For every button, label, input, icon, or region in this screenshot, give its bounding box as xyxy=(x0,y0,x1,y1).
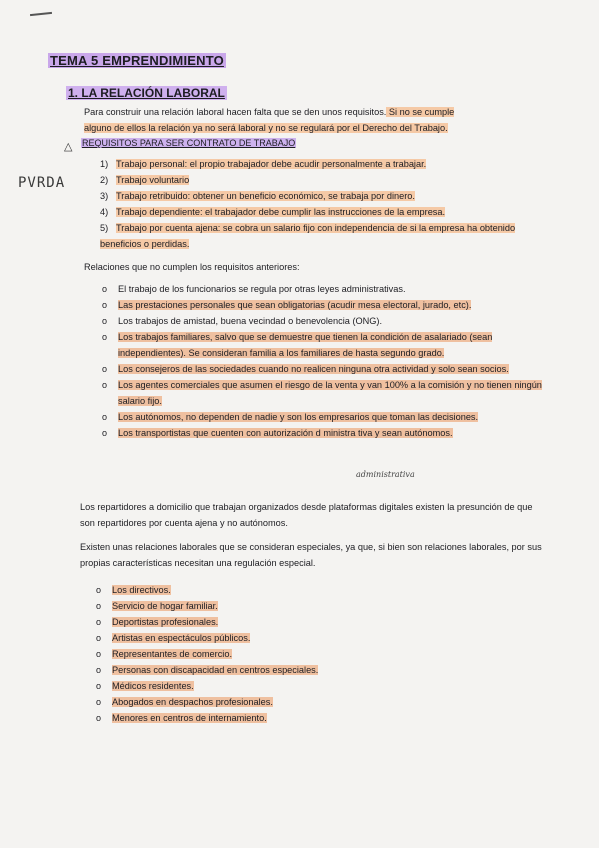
list-item: 2) Trabajo voluntario xyxy=(100,175,190,185)
handwritten-correction: administrativa xyxy=(356,470,415,479)
intro-line-1b: Si no se cumple xyxy=(386,107,455,117)
intro-paragraph xyxy=(84,104,554,136)
list-item: o Abogados en despachos profesionales. xyxy=(96,694,516,710)
pen-scratch xyxy=(30,12,52,16)
list-item: o Los agentes comerciales que asumen el riesgo de la venta y van 100% a la comisión y no tienen ningún salario fijo. xyxy=(102,377,542,409)
intro-line-2: alguno de ellos la relación ya no será laboral y no se regulará por el Derecho del Trabajo. xyxy=(84,123,448,133)
non-compliant-list xyxy=(102,281,542,441)
section-title: 1. LA RELACIÓN LABORAL xyxy=(68,86,225,100)
list-item: 4) Trabajo dependiente: el trabajador debe cumplir las instrucciones de la empresa. xyxy=(100,207,446,217)
list-item: o Representantes de comercio. xyxy=(96,646,516,662)
list-item: o Los trabajos familiares, salvo que se demuestre que tienen la condición de asalariado (sean independientes). Se consideran familia a los familiares de hasta segundo grado. xyxy=(102,329,542,361)
list-item: o Médicos residentes. xyxy=(96,678,516,694)
list-item: 1) Trabajo personal: el propio trabajador debe acudir personalmente a trabajar. xyxy=(100,159,427,169)
list-item: o Menores en centros de internamiento. xyxy=(96,710,516,726)
delivery-paragraph: Los repartidores a domicilio que trabajan organizados desde plataformas digitales existen la presunción de que son repartidores por cuenta ajena y no autónomos. xyxy=(80,502,533,528)
requirements-list xyxy=(100,156,540,252)
special-list xyxy=(96,582,516,726)
intro-line-1: Para construir una relación laboral hacen falta que se den unos requisitos. xyxy=(84,107,387,117)
handwritten-note: PVRDA xyxy=(18,175,66,191)
list-item: 3) Trabajo retribuido: obtener un beneficio económico, se trabaja por dinero. xyxy=(100,191,415,201)
non-compliant-intro: Relaciones que no cumplen los requisitos anteriores: xyxy=(84,262,300,272)
list-item: o El trabajo de los funcionarios se regula por otras leyes administrativas. xyxy=(102,281,542,297)
list-item: o Las prestaciones personales que sean obligatorias (acudir mesa electoral, jurado, etc). xyxy=(102,297,542,313)
warning-icon: △ xyxy=(64,141,73,153)
requirements-title: REQUISITOS PARA SER CONTRATO DE TRABAJO xyxy=(82,138,296,148)
list-item: o Los autónomos, no dependen de nadie y son los empresarios que toman las decisiones. xyxy=(102,409,542,425)
list-item: o Los transportistas que cuenten con autorización d ministra tiva y sean autónomos. xyxy=(102,425,542,441)
special-intro: Existen unas relaciones laborales que se consideran especiales, ya que, si bien son relaciones laborales, por sus propias características necesitan una regulación especial. xyxy=(80,542,542,568)
list-item: o Personas con discapacidad en centros especiales. xyxy=(96,662,516,678)
page-title: TEMA 5 EMPRENDIMIENTO xyxy=(50,53,224,68)
list-item: o Los trabajos de amistad, buena vecindad o benevolencia (ONG). xyxy=(102,313,542,329)
list-item: 5) Trabajo por cuenta ajena: se cobra un salario fijo con independencia de si la empresa ha obtenido beneficios o perdidas. xyxy=(100,223,516,249)
list-item: o Los directivos. xyxy=(96,582,516,598)
list-item: o Servicio de hogar familiar. xyxy=(96,598,516,614)
list-item: o Los consejeros de las sociedades cuando no realicen ninguna otra actividad y solo sean socios. xyxy=(102,361,542,377)
list-item: o Artistas en espectáculos públicos. xyxy=(96,630,516,646)
list-item: o Deportistas profesionales. xyxy=(96,614,516,630)
